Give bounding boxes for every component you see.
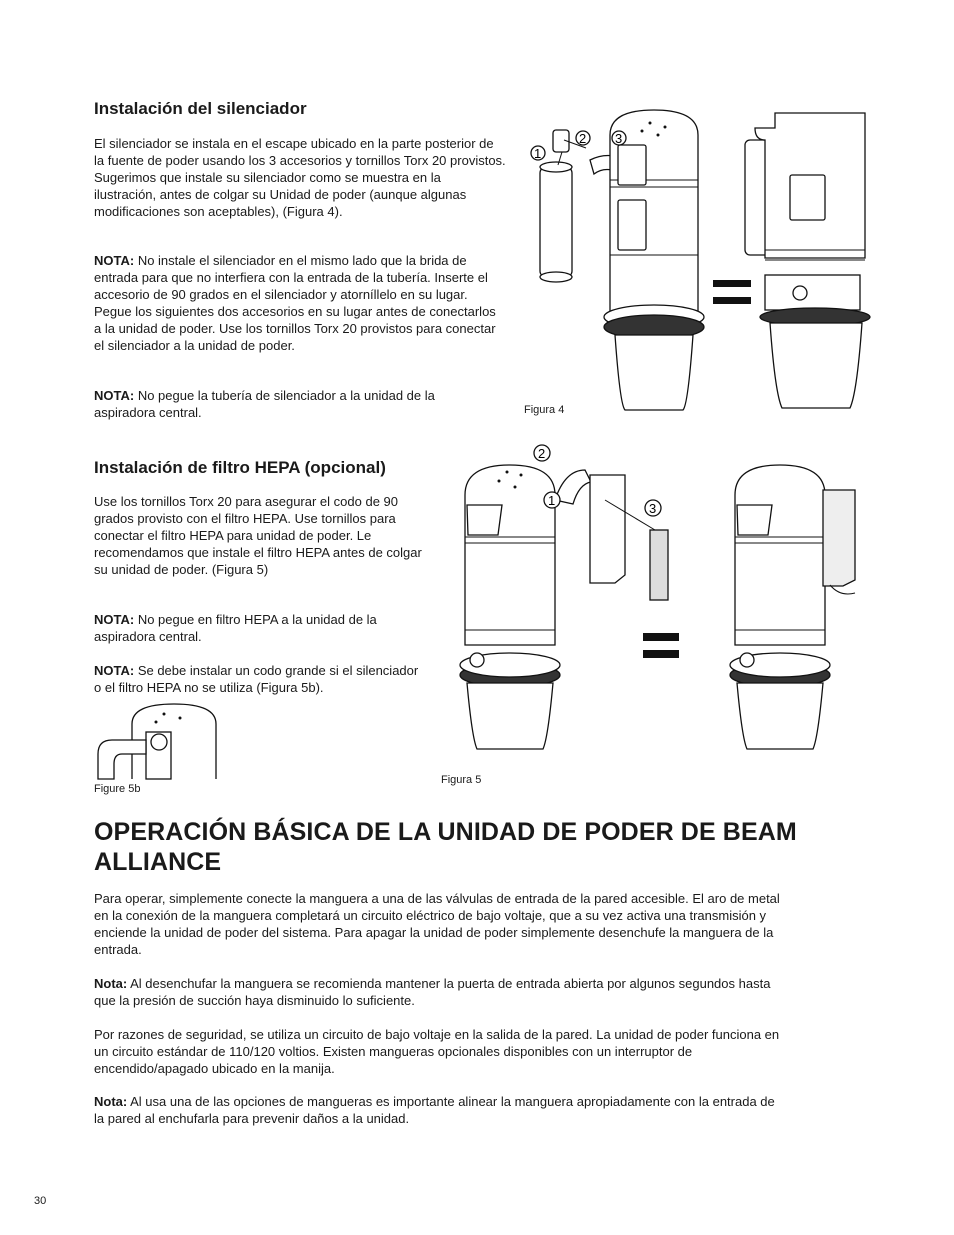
hepa-note-2 [94,663,424,697]
power-unit-left [460,465,560,749]
figure-5-illustration [455,445,875,755]
note-label: NOTA: [94,388,135,403]
callout-2: 2 [538,446,546,461]
power-unit-right [730,465,855,749]
callout-3: 3 [649,501,657,516]
muffler-drawing [540,162,572,282]
note-label: Nota: [94,976,128,991]
operation-note-2 [94,1094,782,1128]
hepa-note-1 [94,612,424,646]
page-number: 30 [34,1195,47,1207]
hepa-paragraph: Use los tornillos Torx 20 para asegurar el codo de 90 grados provisto con el filtro HEPA. Use tornillos para conectar el filtro HEPA para unidad de poder. Le recomendamos que instale el filtro HEPA antes de colgar su unidad de poder. (Figura 5) [94,494,422,577]
power-unit-left [604,110,704,410]
note-label: NOTA: [94,253,135,268]
note-text: No instale el silenciador en el mismo lado que la brida de entrada para que no interfiera con la entrada de la tubería. Inserte el accesorio de 90 grados en el silenciador y atorníllelo en su lugar. Pegue los siguientes dos accesorios en su lugar antes de conectarlos a la unidad de poder. Use los tornillos Torx 20 provistos para conectar el silenciador a la unidad de poder. [94,253,496,353]
callout-3: 3 [615,131,623,146]
section-heading-hepa: Instalación de filtro HEPA (opcional) [94,458,386,477]
note-text: No pegue en filtro HEPA a la unidad de la aspiradora central. [94,612,377,644]
note-text: Al usa una de las opciones de mangueras es importante alinear la manguera apropiadamente con la entrada de la pared al enchufarla para prevenir daños a la unidad. [94,1094,775,1126]
silenciador-paragraph: El silenciador se instala en el escape ubicado en la parte posterior de la fuente de poder usando los 3 accesorios y tornillos Torx 20 provistos. Sugerimos que instale su silenciador como se muestra en la ilustración, antes de colgar su Unidad de poder (aunque algunas modificaciones son aceptables), (Figura 4). [94,136,506,219]
figure-5-caption: Figura 5 [441,774,482,786]
figure-4-illustration [520,105,880,415]
note-text: Se debe instalar un codo grande si el silenciador o el filtro HEPA no se utiliza (Figura 5b). [94,663,419,695]
note-text: Al desenchufar la manguera se recomienda mantener la puerta de entrada abierta por algunos segundos hasta que la presión de succión haya disminuido lo suficiente. [94,976,771,1008]
figure-5b-illustration [94,704,219,779]
silenciador-note-2 [94,388,474,422]
power-unit-right [745,113,870,408]
hepa-parts [555,470,668,600]
equals-sign [713,280,751,304]
operation-paragraph-2: Por razones de seguridad, se utiliza un circuito de bajo voltaje en la salida de la pared. La unidad de poder funciona en un circuito estándar de 110/120 voltios. Existen mangueras opcionales disponibles con un interruptor de encendido/apagado ubicado en la manija. [94,1027,780,1076]
callout-1: 1 [534,146,542,161]
note-label: Nota: [94,1094,128,1109]
callout-2: 2 [579,131,587,146]
operation-note-1 [94,976,782,1010]
equals-sign [643,633,679,658]
callout-1: 1 [548,493,556,508]
operation-paragraph-1: Para operar, simplemente conecte la manguera a una de las válvulas de entrada de la pared accesible. El aro de metal en la conexión de la manguera completará un circuito eléctrico de bajo voltaje, que a su vez activa una transmisión y enciende la unidad de poder del sistema. Para apagar la unidad de poder simplemente desenchufe la manguera de la entrada. [94,891,780,957]
silenciador-note-1 [94,253,506,354]
figure-4-caption: Figura 4 [524,404,565,416]
note-text: No pegue la tubería de silenciador a la unidad de la aspiradora central. [94,388,435,420]
section-heading-silenciador: Instalación del silenciador [94,99,307,118]
note-label: NOTA: [94,663,135,678]
operation-title: OPERACIÓN BÁSICA DE LA UNIDAD DE PODER DE BEAM ALLIANCE [94,818,797,876]
note-label: NOTA: [94,612,135,627]
figure-5b-caption: Figure 5b [94,783,141,795]
